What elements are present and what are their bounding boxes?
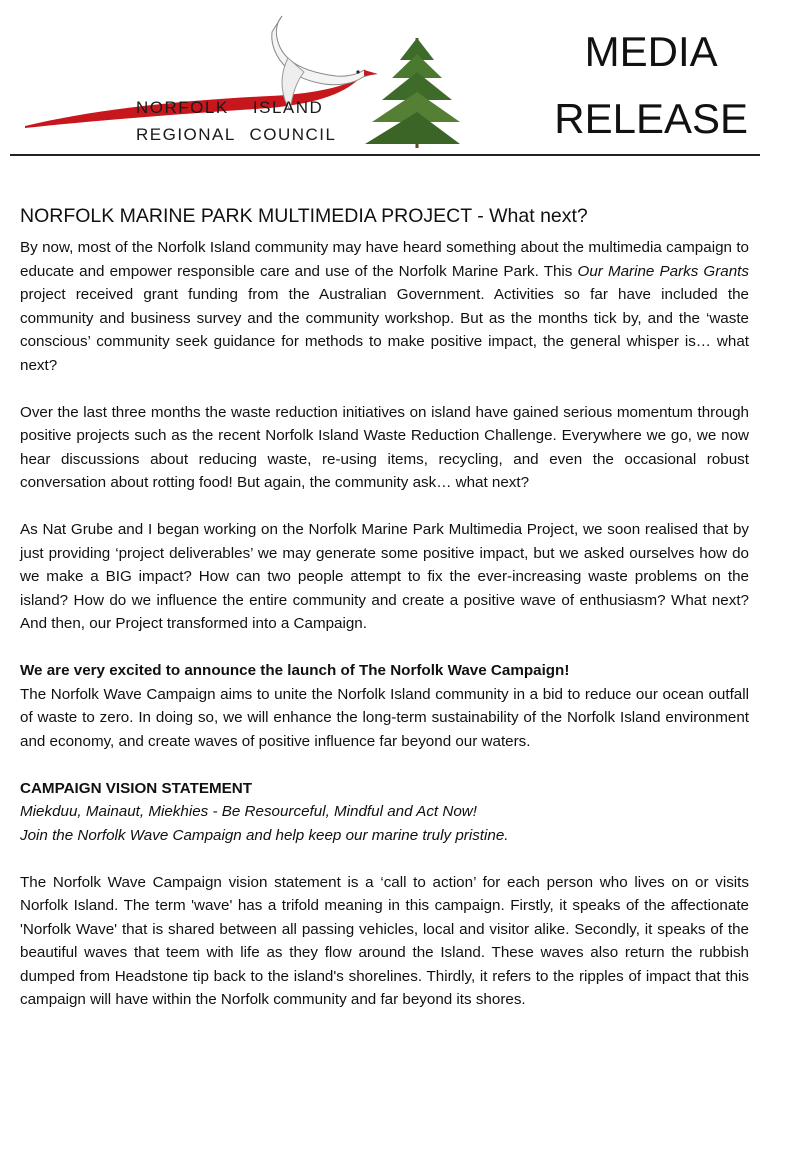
paragraph-intro (20, 236, 749, 377)
media-release-line1: MEDIA (584, 28, 718, 75)
announce-heading: We are very excited to announce the launch of The Norfolk Wave Campaign! (20, 662, 570, 679)
paragraph-intro-text-a: By now, most of the Norfolk Island community may have heard something about the multimedia campaign to educate and empower responsible care and use of the Norfolk Marine Park. This (20, 239, 749, 280)
vision-line1: Miekduu, Mainaut, Miekhies - Be Resourceful, Mindful and Act Now! (20, 803, 477, 820)
logo-text-line2: REGIONAL COUNCIL (136, 125, 337, 144)
norfolk-pine-shape (365, 38, 460, 148)
vision-heading: CAMPAIGN VISION STATEMENT (20, 779, 253, 797)
paragraph-project: As Nat Grube and I began working on the Norfolk Marine Park Multimedia Project, we soon realised that by just providing ‘project deliverables’ we may generate some positive impact, but we asked ourselves how do we make a BIG impact? How can two people attempt to fix the ever-increasing waste problems on the island? How do we influence the entire community and create a positive wave of enthusiasm? What next? And then, our Project transformed into a Campaign. (20, 521, 749, 632)
council-logo (20, 8, 460, 153)
paragraph-intro-text-b: project received grant funding from the Australian Government. Activities so far have included the community and business survey and the community workshop. But as the months tick by, and the ‘waste conscious’ community seek guidance for methods to make positive impact, the general whisper is… what next? (20, 286, 749, 374)
vision-statement (20, 800, 749, 847)
media-release-heading (554, 18, 748, 152)
media-release-line2: RELEASE (554, 95, 748, 142)
page-header (0, 0, 800, 160)
article-title: NORFOLK MARINE PARK MULTIMEDIA PROJECT - What next? (20, 205, 588, 227)
logo-text-line1: NORFOLK ISLAND (136, 98, 324, 117)
header-divider (10, 154, 760, 156)
paragraph-wave-meaning: The Norfolk Wave Campaign vision statement is a ‘call to action’ for each person who lives on or visits Norfolk Island. The term 'wave' has a trifold meaning in this campaign. Firstly, it speaks of the affectionate 'Norfolk Wave' that is shared between all passing vehicles, local and visitor alike. Secondly, it speaks of the beautiful waves that teem with life as they flow around the Island. These waves also return the rubbish dumped from Headstone tip back to the island's shorelines. Thirdly, it refers to the ripples of impact that this campaign will have within the Norfolk community and far beyond its shores. (20, 873, 749, 1008)
article-body (20, 203, 749, 1035)
tropicbird-beak-shape (364, 70, 378, 76)
paragraph-momentum: Over the last three months the waste reduction initiatives on island have gained serious momentum through positive projects such as the recent Norfolk Island Waste Reduction Challenge. Everywhere we go, we now hear discussions about reducing waste, re-using items, recycling, and even the occasional robust conversation about rotting food! But again, the community ask… what next? (20, 403, 749, 491)
grant-name-italic: Our Marine Parks Grants (577, 262, 749, 280)
vision-line2: Join the Norfolk Wave Campaign and help keep our marine truly pristine. (20, 826, 509, 844)
paragraph-campaign-aims: The Norfolk Wave Campaign aims to unite the Norfolk Island community in a bid to reduce our ocean outfall of waste to zero. In doing so, we will enhance the long-term sustainability of the Norfolk Island environment and economy, and create waves of positive influence far beyond our waters. (20, 685, 749, 750)
